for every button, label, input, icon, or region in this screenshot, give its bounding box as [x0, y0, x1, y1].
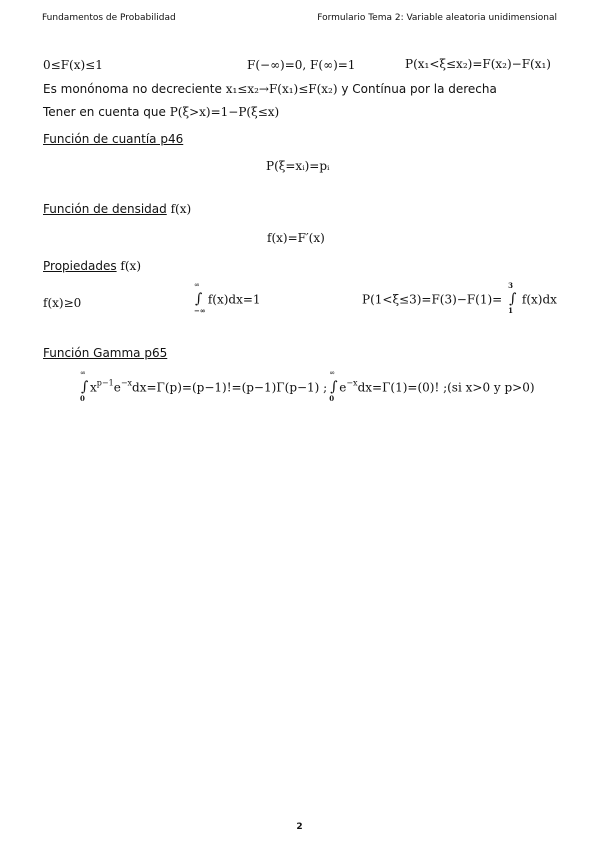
prop-interval: [362, 281, 557, 315]
prop-nonnegative: f(x)≥0: [43, 296, 82, 310]
propiedades-heading-line: [43, 259, 141, 273]
prop-normalization: [192, 281, 261, 315]
gamma-heading: Función Gamma p65: [43, 346, 168, 360]
header-right: Formulario Tema 2: Variable aleatoria unidimensional: [317, 13, 557, 23]
interval-left: P(1<ξ≤3)=F(3)−F(1)=: [362, 292, 503, 307]
integral-upper: 3: [508, 281, 513, 290]
integral-upper: ∞: [329, 369, 336, 377]
integral-upper: ∞: [194, 281, 200, 289]
monotone-formula: x₁≤x₂→F(x₁)≤F(x₂): [225, 82, 338, 96]
header-left: Fundamentos de Probabilidad: [42, 13, 176, 23]
cuantia-heading: Función de cuantía p46: [43, 132, 184, 146]
propiedades-heading-math: f(x): [120, 259, 141, 273]
gamma-e2-exp: −x: [346, 378, 358, 388]
densidad-heading: Función de densidad: [43, 202, 167, 216]
integral-symbol: ∫: [81, 379, 89, 395]
integral-sign: [327, 369, 339, 403]
continuity-text: y Contínua por la derecha: [341, 82, 497, 96]
gamma-x-exp: p−1: [96, 378, 114, 388]
integral-lower: −∞: [194, 306, 206, 315]
integral-symbol: ∫: [509, 291, 517, 307]
monotone-text: Es monónoma no decreciente: [43, 82, 222, 96]
monotone-line: [43, 82, 497, 96]
cuantia-formula: P(ξ=xᵢ)=pᵢ: [266, 159, 330, 173]
integral-upper: ∞: [80, 369, 86, 377]
propiedades-heading: Propiedades: [43, 259, 117, 273]
integral-lower: 0: [329, 394, 335, 403]
page-number: 2: [296, 822, 303, 832]
normalization-text: f(x)dx=1: [207, 292, 261, 307]
gamma-identity: dx=Γ(p)=(p−1)!=(p−1)Γ(p−1) ;: [132, 380, 328, 395]
gamma-formula: [78, 369, 535, 403]
gamma-one: dx=Γ(1)=(0)! ;(si x>0 y p>0): [357, 380, 535, 395]
integral-sign: [506, 281, 518, 315]
formula-bounds: 0≤F(x)≤1: [43, 58, 103, 72]
gamma-e: e: [113, 380, 121, 395]
integral-sign: [78, 369, 90, 403]
interval-right: f(x)dx: [521, 292, 557, 307]
integral-lower: 1: [508, 306, 513, 315]
tener-formula: P(ξ>x)=1−P(ξ≤x): [169, 105, 280, 119]
densidad-heading-line: [43, 202, 191, 216]
formula-limits: F(−∞)=0, F(∞)=1: [247, 58, 356, 72]
integral-symbol: ∫: [195, 291, 203, 307]
densidad-heading-math: f(x): [170, 202, 192, 216]
densidad-formula: f(x)=F′(x): [267, 231, 325, 245]
tener-line: [43, 105, 279, 119]
integral-symbol: ∫: [330, 379, 338, 395]
gamma-e2: e: [339, 380, 347, 395]
tener-text: Tener en cuenta que: [43, 105, 166, 119]
gamma-x: x: [90, 380, 97, 395]
integral-lower: 0: [80, 394, 85, 403]
integral-sign: [192, 281, 206, 315]
formula-interval-prob: P(x₁<ξ≤x₂)=F(x₂)−F(x₁): [405, 57, 551, 71]
gamma-e-exp: −x: [120, 378, 133, 388]
